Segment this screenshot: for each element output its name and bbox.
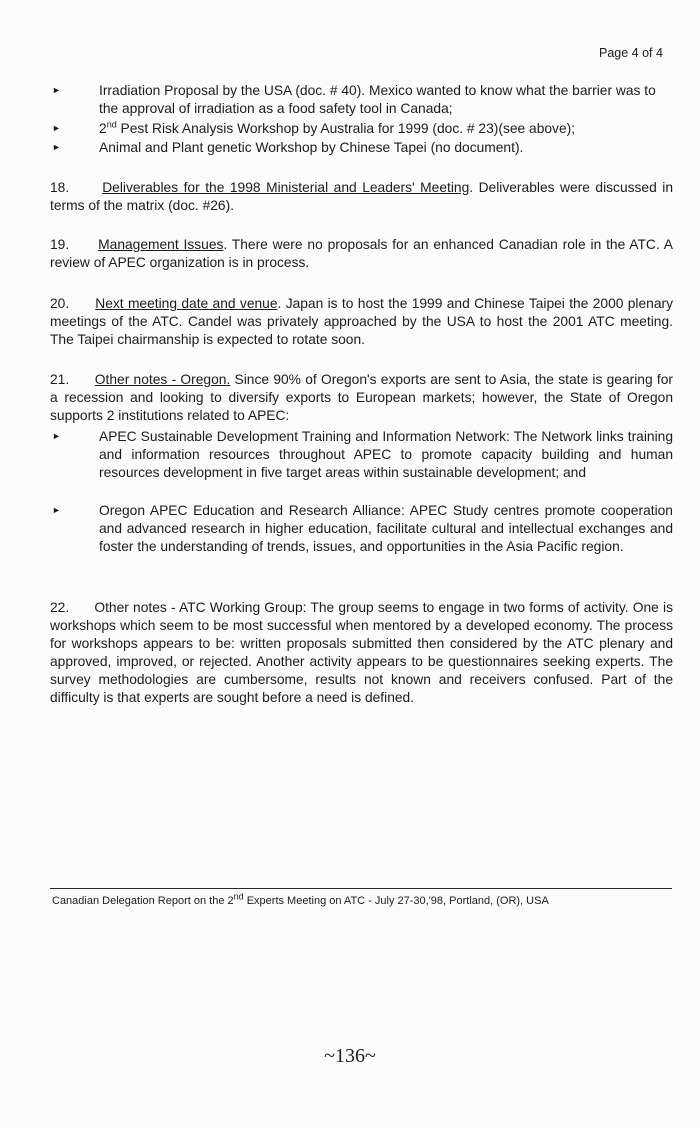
section-20: 20. Next meeting date and venue. Japan is to host the 1999 and Chinese Taipei the 2000 plenary meetings of the ATC. Candel was privately approached by the USA to host the 2001 ATC meeting. The Taipei chairmanship is expected to rotate soon. xyxy=(50,296,674,347)
bullet-item-oregon-alliance: Oregon APEC Education and Research Alliance: APEC Study centres promote cooperation and advanced research in higher education, facilitate cultural and intellectual exchanges and foster the understanding of trends, issues, and opportunities in the Asia Pacific region. xyxy=(99,503,673,554)
section-22 xyxy=(50,599,673,707)
section-heading: Management Issues xyxy=(98,237,224,252)
footer-text: Canadian Delegation Report on the 2nd Experts Meeting on ATC - July 27-30,'98, Portland, (OR), USA xyxy=(52,891,549,907)
section-heading: Next meeting date and venue xyxy=(95,296,278,311)
section-number: 22. xyxy=(50,600,70,615)
bullet-item-genetic-workshop: Animal and Plant genetic Workshop by Chinese Tapei (no document). xyxy=(99,140,524,155)
bullet-item-irradiation: Irradiation Proposal by the USA (doc. # 40). Mexico wanted to know what the barrier was to the approval of irradiation as a food safety tool in Canada; xyxy=(99,83,656,116)
section-number: 18. xyxy=(50,180,70,195)
bullet-marker: ► xyxy=(52,123,61,133)
bullet-marker: ► xyxy=(52,431,61,441)
section-19: 19. Management Issues. There were no proposals for an enhanced Canadian role in the ATC. A review of APEC organization is in process. xyxy=(50,237,673,270)
bullet-item-apec-network: APEC Sustainable Development Training and Information Network: The Network links training and information resources throughout APEC to promote capacity building and human resources development in five target areas within sustainable development; and xyxy=(99,429,673,480)
bullet-item-pest-risk: 2nd Pest Risk Analysis Workshop by Australia for 1999 (doc. # 23)(see above); xyxy=(99,119,576,136)
page-number: ~136~ xyxy=(324,1045,376,1067)
section-body: Other notes - ATC Working Group: The group seems to engage in two forms of activity. One is workshops which seem to be most successful when mentored by a developed economy. The process for workshops appears to be: written proposals submitted then considered by the ATC plenary and approved, improved, or rejected. Another activity appears to be questionnaires seeking experts. The survey methodologies are cumbersome, results not known and receivers confused. Part of the difficulty is that experts are sought before a need is defined. xyxy=(50,600,674,705)
section-number: 20. xyxy=(50,296,70,311)
page-label: Page 4 of 4 xyxy=(599,46,663,60)
section-number: 19. xyxy=(50,237,70,252)
section-heading: Other notes - Oregon. xyxy=(94,372,231,387)
bullet-marker: ► xyxy=(52,85,61,95)
section-21: 21. Other notes - Oregon. Since 90% of Oregon's exports are sent to Asia, the state is gearing for a recession and looking to diversify exports to European markets; however, the State of Oregon supports 2 institutions related to APEC: xyxy=(50,372,674,423)
section-heading: Deliverables for the 1998 Ministerial and Leaders' Meeting xyxy=(102,180,470,195)
bullet-marker: ► xyxy=(52,142,61,152)
bullet-marker: ► xyxy=(52,505,61,515)
section-number: 21. xyxy=(50,372,70,387)
footer-rule xyxy=(50,888,672,889)
section-18: 18. Deliverables for the 1998 Ministerial and Leaders' Meeting. Deliverables were discussed in terms of the matrix (doc. #26). xyxy=(50,180,674,213)
